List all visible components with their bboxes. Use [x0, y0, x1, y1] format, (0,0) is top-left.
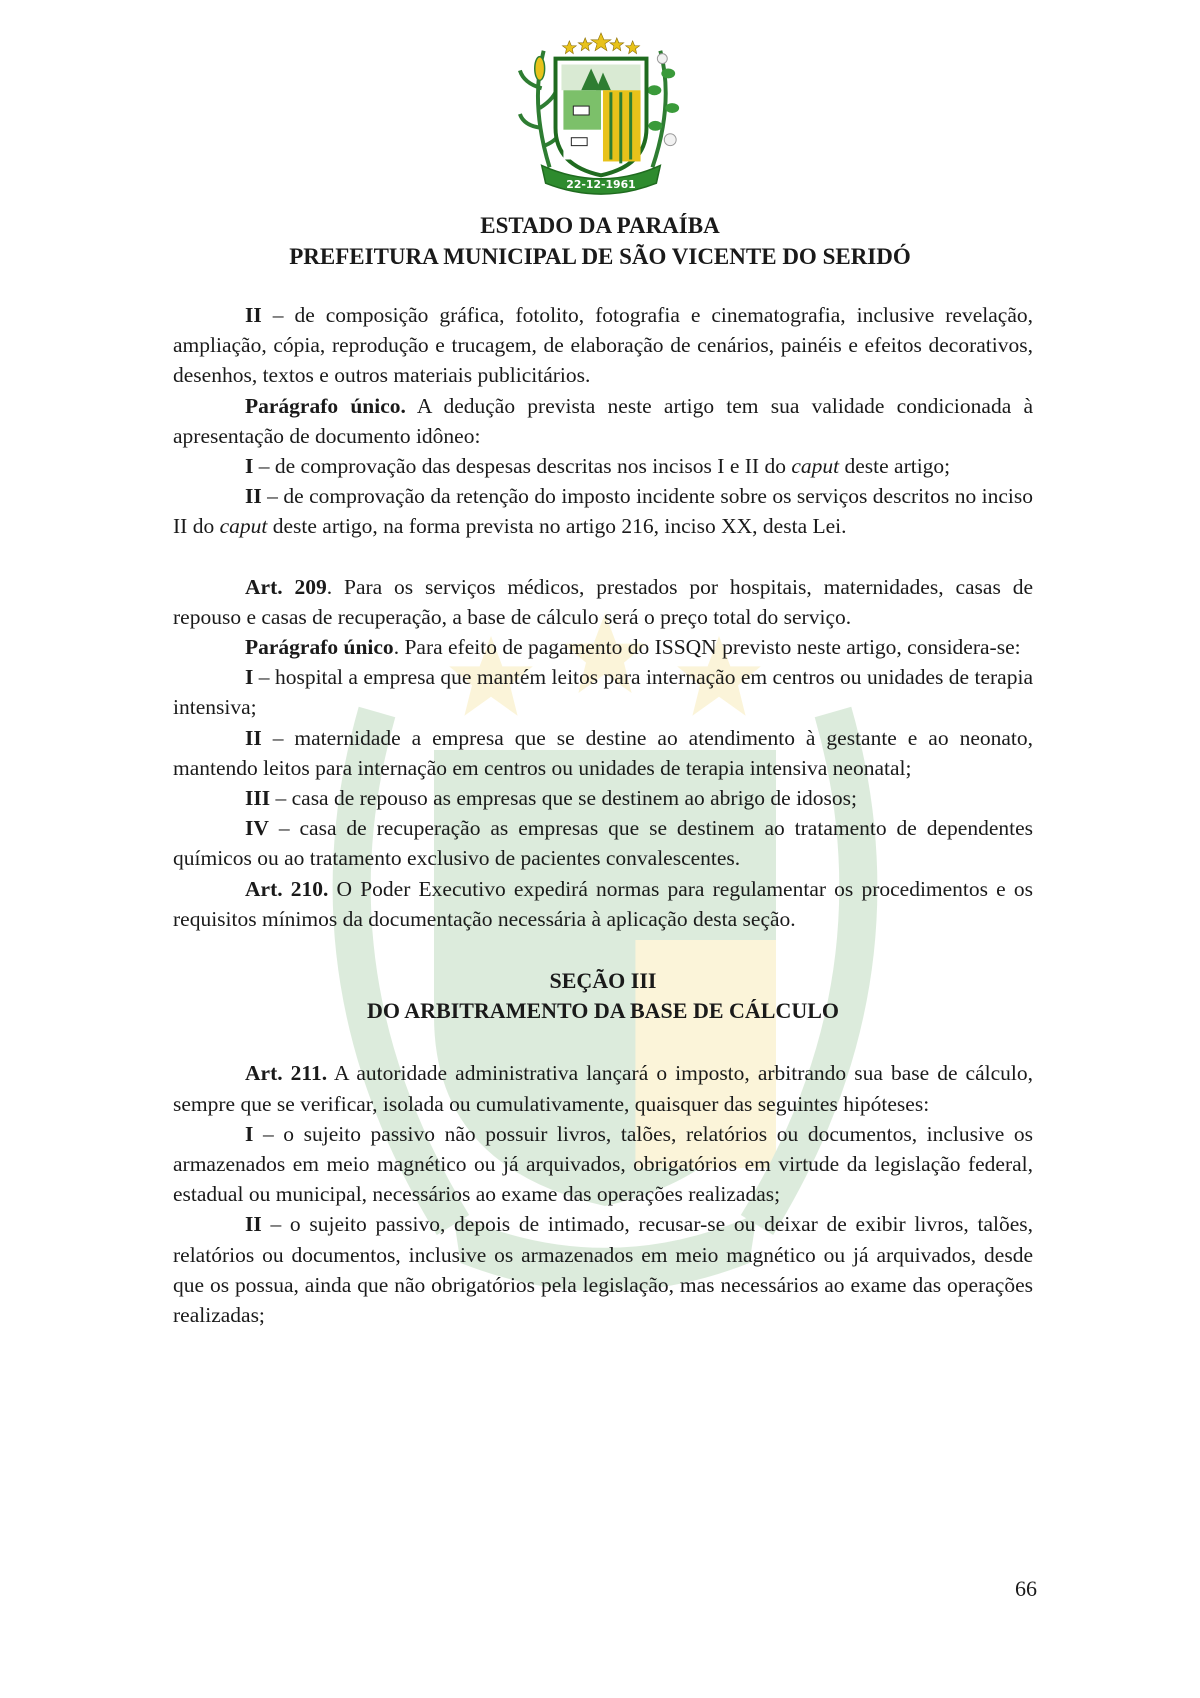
paragraph [173, 1119, 1033, 1210]
text: – o sujeito passivo não possuir livros, talões, relatórios ou documentos, inclusive os armazenados em meio magnético ou já arquivados, obrigatórios em virtude da legislação federal, estadual ou municipal, necessários ao exame das operações realizadas; [173, 1121, 1033, 1207]
label: II [245, 484, 262, 509]
text: – casa de recuperação as empresas que se destinem ao tratamento de dependentes químicos ou ao tratamento exclusivo de pacientes convalescentes. [173, 816, 1033, 871]
label: Art. 209 [245, 574, 327, 599]
paragraph [173, 572, 1033, 632]
paragraph [173, 723, 1033, 783]
paragraph [173, 783, 1033, 813]
label: Art. 211. [245, 1061, 328, 1086]
text: A autoridade administrativa lançará o imposto, arbitrando sua base de cálculo, sempre que se verificar, isolada ou cumulativamente, quaisquer das seguintes hipóteses: [173, 1061, 1034, 1116]
text: – de comprovação da retenção do imposto incidente sobre os serviços descritos no inciso II do [173, 484, 1033, 539]
label: II [245, 1212, 262, 1237]
label: Parágrafo único [245, 635, 394, 660]
label: I [245, 454, 254, 479]
text: – maternidade a empresa que se destine ao atendimento à gestante e ao neonato, mantendo leitos para internação em centros ou unidades de terapia intensiva neonatal; [173, 725, 1033, 780]
paragraph [173, 391, 1033, 451]
label: II [245, 303, 262, 327]
text: – casa de repouso as empresas que se destinem ao abrigo de idosos; [270, 786, 858, 811]
crest-right-branch [647, 51, 679, 168]
label: I [245, 1121, 254, 1146]
paragraph [173, 662, 1033, 722]
text: – de composição gráfica, fotolito, fotografia e cinematografia, inclusive revelação, ampliação, cópia, reprodução e trucagem, de elaboração de cenários, painéis e efeitos decorativos, desenhos, textos e outros materiais publicitários. [173, 303, 1033, 388]
document-body [173, 300, 1033, 1330]
municipal-crest [512, 28, 690, 198]
text: . Para efeito de pagamento do ISSQN previsto neste artigo, considera-se: [393, 635, 1021, 660]
crest-shield [556, 59, 647, 176]
text: O Poder Executivo expedirá normas para regulamentar os procedimentos e os requisitos mínimos da documentação necessária à aplicação desta seção. [173, 876, 1033, 931]
paragraph [173, 1209, 1033, 1330]
paragraph [173, 632, 1033, 662]
section-subtitle: DO ARBITRAMENTO DA BASE DE CÁLCULO [366, 998, 840, 1024]
crest-stars [562, 33, 639, 54]
text: – hospital a empresa que mantém leitos para internação em centros ou unidades de terapia intensiva; [173, 665, 1033, 720]
text: deste artigo, na forma prevista no artigo 216, inciso XX, desta Lei. [267, 514, 847, 539]
crest-date: 22-12-1961 [566, 178, 636, 192]
section-title: SEÇÃO III [549, 968, 657, 994]
text: – de comprovação das despesas descritas nos incisos I e II do [253, 454, 792, 479]
label: I [245, 665, 254, 690]
label: Parágrafo único. [245, 393, 406, 418]
paragraph [173, 451, 1033, 481]
paragraph [173, 813, 1033, 873]
italic-term: caput [791, 454, 840, 479]
text: . Para os serviços médicos, prestados por hospitais, maternidades, casas de repouso e casas de recuperação, a base de cálculo será o preço total do serviço. [173, 574, 1033, 629]
label: III [245, 786, 271, 811]
paragraph [173, 300, 1033, 391]
text: deste artigo; [839, 454, 951, 479]
italic-term: caput [219, 514, 268, 539]
label: IV [245, 816, 269, 841]
paragraph [173, 1058, 1033, 1118]
header-state: ESTADO DA PARAÍBA [480, 213, 720, 238]
label: II [245, 725, 262, 750]
document-header [0, 210, 1200, 272]
page-number: 66 [1015, 1576, 1037, 1601]
header-municipality: PREFEITURA MUNICIPAL DE SÃO VICENTE DO SERIDÓ [289, 244, 911, 269]
text: A dedução prevista neste artigo tem sua validade condicionada à apresentação de documento idôneo: [173, 393, 1033, 448]
label: Art. 210. [245, 876, 329, 901]
paragraph [173, 874, 1033, 934]
paragraph [173, 481, 1033, 541]
text: – o sujeito passivo, depois de intimado, recusar-se ou deixar de exibir livros, talões, relatórios ou documentos, inclusive os armazenados em meio magnético ou já arquivados, desde que os possua, ainda que não obrigatórios pela legislação, mas necessários ao exame das operações realizadas; [173, 1212, 1033, 1328]
